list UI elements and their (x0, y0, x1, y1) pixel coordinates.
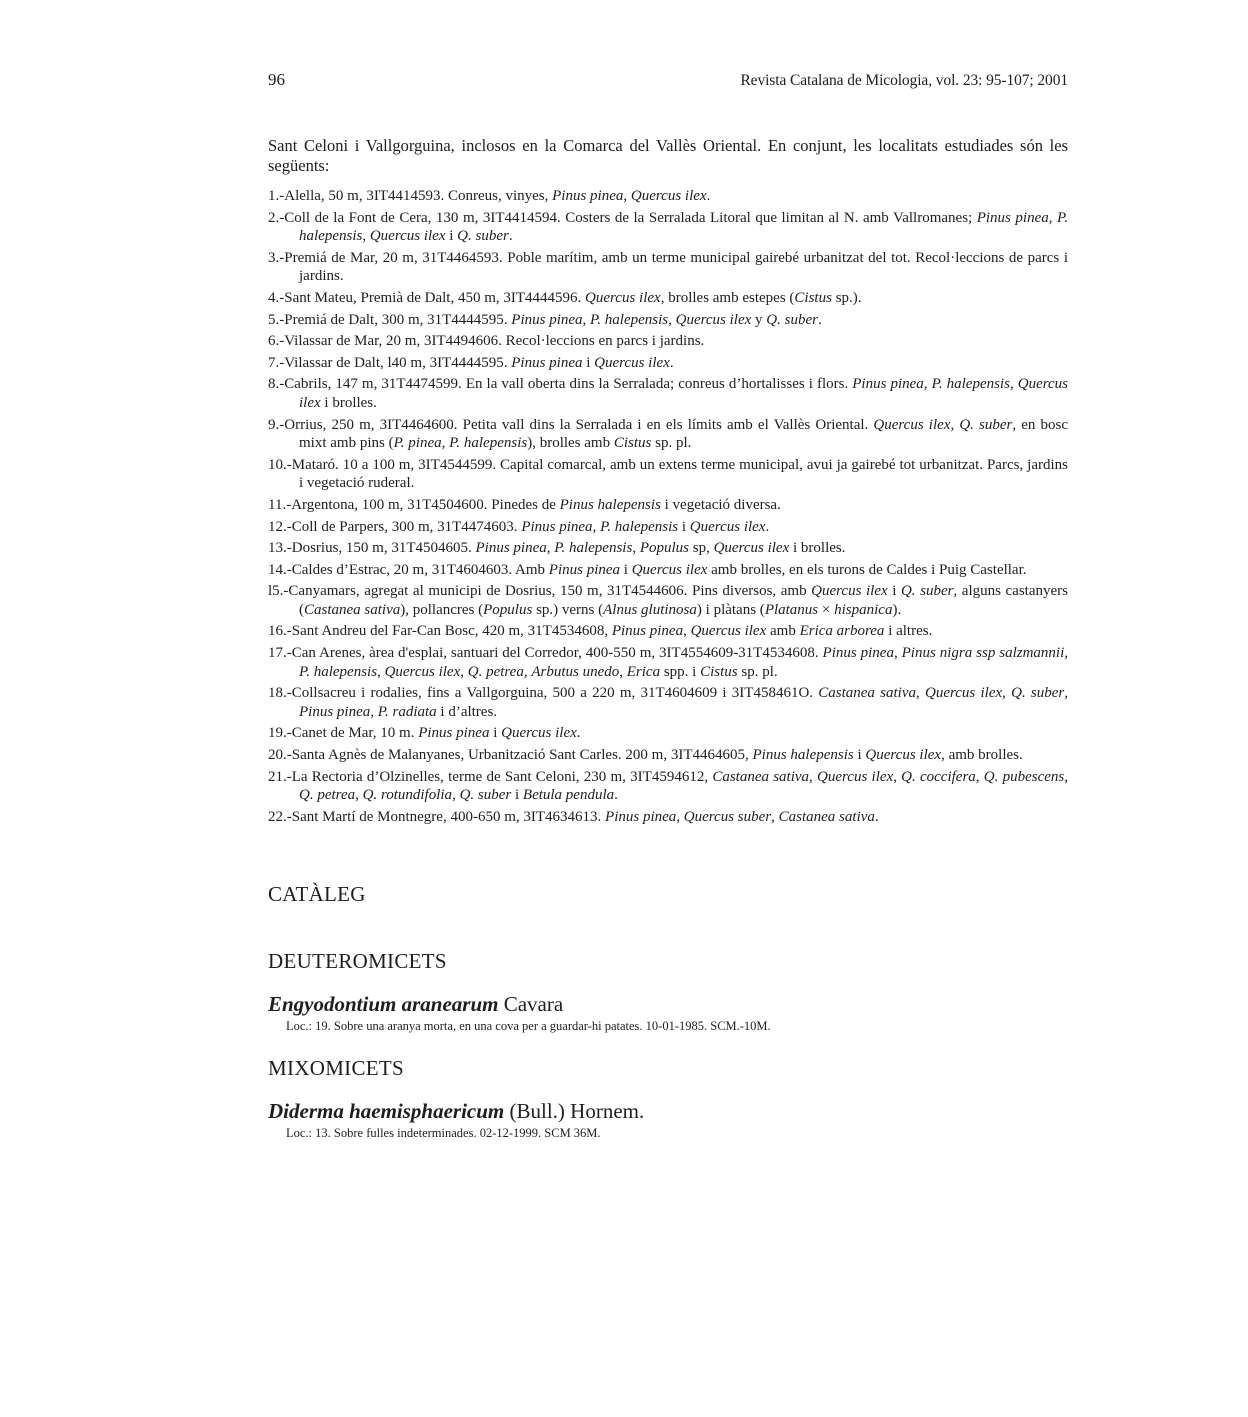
taxon-name: Quercus ilex (501, 725, 577, 742)
locality-item (268, 746, 1068, 765)
locality-text: sp. pl. (737, 663, 778, 680)
locality-text: 21.-La Rectoria d’Olzinelles, terme de Sant Celoni, 230 m, 3IT4594612, (268, 768, 713, 785)
locality-text: i (582, 354, 595, 371)
taxon-name: Pinus pinea (548, 561, 621, 578)
locality-text: spp. i (660, 663, 701, 680)
taxon-name: P. halepensis (299, 209, 1068, 245)
locality-text: i (678, 518, 690, 535)
species-author: Cavara (498, 992, 564, 1017)
locality-item (268, 808, 1068, 827)
locality-item (268, 249, 1068, 286)
locality-text: sp.) verns ( (532, 601, 604, 618)
locality-item (268, 768, 1068, 805)
species-name: Engyodontium aranearum (268, 992, 499, 1017)
locality-text: , (1064, 685, 1069, 702)
locality-text: y (751, 311, 767, 328)
locality-text: 17.-Can Arenes, àrea d'esplai, santuari del Corredor, 400-550 m, 3IT4554609-31T4534608. (268, 645, 823, 662)
taxon-name: Pinus pinea (475, 540, 547, 557)
taxon-name: Cistus (794, 289, 832, 306)
locality-text: 12.-Coll de Parpers, 300 m, 31T4474603. (268, 518, 522, 535)
locality-text: , (362, 228, 370, 245)
species-entry (268, 992, 1068, 1017)
taxon-name: Quercus ilex (299, 376, 1069, 411)
locality-text: . (614, 787, 618, 804)
taxon-name: Q. petrea (299, 787, 356, 804)
locality-text: amb (766, 623, 800, 640)
taxon-name: Quercus ilex (924, 685, 1003, 702)
locality-text: , (893, 768, 902, 785)
locality-text: 20.-Santa Agnès de Malanyanes, Urbanització Sant Carles. 200 m, 3IT4464605, (268, 747, 753, 764)
taxon-name: Pinus halepensis (752, 747, 854, 764)
locality-text: , (377, 663, 385, 680)
locality-text: amb brolles, en els turons de Caldes i Puig Castellar. (707, 561, 1027, 578)
taxon-name: Populus (483, 601, 533, 618)
locality-text: 1.-Alella, 50 m, 3IT4414593. Conreus, vinyes, (268, 188, 553, 204)
taxon-name: Erica (626, 663, 661, 680)
locality-text: 3.-Premiá de Mar, 20 m, 31T4464593. Poble marítim, amb un terme municipal gairebé urbanitzat del tot. Recol·leccions de parcs i jardins. (268, 249, 1068, 285)
locality-text: , (923, 376, 932, 393)
journal-citation: Revista Catalana de Micologia, vol. 23: 95-107; 2001 (740, 72, 1068, 89)
taxon-name: Pinus pinea (611, 623, 684, 640)
locality-text: . (874, 808, 879, 825)
section-deuteromicets (268, 949, 1068, 1034)
taxon-name: Q. suber (900, 583, 954, 600)
locality-text: , (1009, 376, 1018, 393)
taxon-name: Castanea sativa (778, 808, 875, 825)
section-mixomicets (268, 1056, 1068, 1141)
taxon-name: Pinus pinea (976, 209, 1049, 226)
locality-text: , (1064, 645, 1068, 662)
taxon-name: Q. rotundifolia (362, 787, 453, 804)
taxon-name: Pinus pinea (418, 725, 490, 742)
locality-text: sp.). (831, 289, 862, 306)
locality-item (268, 311, 1068, 330)
locality-item (268, 456, 1068, 493)
locality-text: 22.-Sant Martí de Montnegre, 400-650 m, 3IT4634613. (268, 808, 606, 825)
taxon-name: P. pinea (393, 435, 442, 452)
locality-text: , (452, 787, 460, 804)
taxon-name: Quercus ilex (689, 518, 766, 535)
taxon-name: P. radiata (377, 703, 437, 720)
locality-text: 11.-Argentona, 100 m, 31T4504600. Pinedes de (268, 496, 560, 513)
locality-text: , (592, 518, 601, 535)
locality-text: , (1048, 209, 1058, 226)
locality-item (268, 724, 1068, 743)
taxon-name: hispanica (834, 601, 893, 618)
locality-text: , (893, 645, 902, 662)
locality-text: i brolles. (320, 394, 377, 411)
taxon-name: Pinus pinea (552, 188, 624, 204)
locality-text: , (632, 540, 640, 557)
taxon-name: P. halepensis (299, 663, 378, 680)
taxon-name: Pinus pinea (852, 376, 924, 393)
taxon-name: Betula pendula (522, 787, 615, 804)
locality-text: , (1064, 768, 1068, 785)
taxon-name: Cistus (700, 663, 738, 680)
taxon-name: Pinus nigra ssp salzmannii (901, 645, 1065, 662)
locality-text: 5.-Premiá de Dalt, 300 m, 31T4444595. (268, 311, 512, 328)
locality-text: ), brolles amb (527, 435, 614, 452)
taxon-name: Cistus (613, 435, 652, 452)
locality-text: ) i plàtans ( (696, 601, 765, 618)
taxon-name: P. halepensis (554, 540, 633, 557)
locality-text: , (355, 787, 363, 804)
locality-text: . (508, 228, 513, 245)
taxon-name: Quercus ilex (865, 747, 942, 764)
taxon-name: Q. suber (959, 416, 1013, 433)
locality-item (268, 375, 1068, 412)
locality-text: . (576, 725, 581, 742)
locality-item (268, 416, 1068, 453)
locality-text: . (817, 311, 822, 328)
locality-text: , (441, 435, 450, 452)
taxon-name: Q. suber (766, 311, 818, 328)
taxon-name: Alnus glutinosa (603, 601, 697, 618)
taxon-name: P. halepensis (931, 376, 1010, 393)
taxon-name: P. halepensis (600, 518, 679, 535)
locality-text: 19.-Canet de Mar, 10 m. (268, 725, 419, 742)
taxon-name: Castanea sativa (712, 768, 810, 785)
locality-text: i brolles. (789, 540, 846, 557)
taxon-name: Quercus ilex (630, 188, 707, 204)
taxon-name: Quercus ilex (631, 561, 708, 578)
locality-text: × (818, 601, 835, 618)
locality-text: i d’altres. (436, 703, 498, 720)
catalog-heading: CATÀLEG (268, 882, 366, 907)
taxon-name: Pinus pinea (605, 808, 677, 825)
taxon-name: Q. coccifera (901, 768, 976, 785)
locality-text: i (445, 228, 458, 245)
species-author: (Bull.) Hornem. (504, 1099, 645, 1124)
locality-item (268, 622, 1068, 641)
locality-text: 13.-Dosrius, 150 m, 31T4504605. (268, 540, 476, 557)
taxon-name: Erica arborea (799, 623, 885, 640)
taxon-name: Populus (639, 540, 689, 557)
taxon-name: Q. pubescens (983, 768, 1065, 785)
locality-text: , (1002, 685, 1012, 702)
section-heading: DEUTEROMICETS (268, 949, 447, 974)
taxon-name: Quercus ilex (811, 583, 888, 600)
locality-text: sp. pl. (651, 435, 692, 452)
taxon-name: Q. suber (457, 228, 509, 245)
document-page (268, 70, 1068, 1141)
locality-text: 16.-Sant Andreu del Far-Can Bosc, 420 m, 31T4534608, (268, 623, 612, 640)
locality-text: 18.-Collsacreu i rodalies, fins a Vallgorguina, 500 a 220 m, 31T4604609 i 3IT458461O. (268, 685, 819, 702)
locality-text: i (853, 747, 866, 764)
locality-text: . (765, 518, 770, 535)
taxon-name: Pinus pinea (521, 518, 593, 535)
locality-text: , (523, 663, 532, 680)
locality-text: sp, (688, 540, 714, 557)
taxon-name: Quercus suber (683, 808, 772, 825)
taxon-name: P. halepensis (449, 435, 528, 452)
taxon-name: Pinus pinea (511, 354, 583, 371)
taxon-name: Q. suber (459, 787, 512, 804)
locality-text: 2.-Coll de la Font de Cera, 130 m, 3IT4414594. Costers de la Serralada Litoral que limitan al N. amb Vallromanes; (268, 209, 977, 226)
locality-text: i vegetació diversa. (660, 496, 781, 513)
locality-item (268, 496, 1068, 515)
locality-text: 8.-Cabrils, 147 m, 31T4474599. En la vall oberta dins la Serralada; conreus d’hortalisses i flors. (268, 376, 853, 393)
taxon-name: Quercus ilex (369, 228, 446, 245)
taxon-name: P. halepensis (590, 311, 669, 328)
locality-list (268, 187, 1068, 826)
taxon-name: Quercus ilex (817, 768, 894, 785)
locality-text: , brolles amb estepes ( (660, 289, 795, 306)
locality-text: , (916, 685, 925, 702)
locality-text: , (370, 703, 378, 720)
locality-text: , (809, 768, 818, 785)
locality-text: , (683, 623, 691, 640)
locality-item (268, 289, 1068, 308)
locality-text: 10.-Mataró. 10 a 100 m, 3IT4544599. Capital comarcal, amb un extens terme municipal, avui ja gairebé tot urbanitzat. Parcs, jardins i vegetació ruderal. (268, 456, 1068, 492)
taxon-name: Platanus (764, 601, 819, 618)
taxon-name: Q. suber (1011, 685, 1065, 702)
locality-text: i (620, 561, 632, 578)
taxon-name: Pinus pinea (822, 645, 894, 662)
locality-item (268, 187, 1068, 206)
locality-text: , alguns castanyers ( (299, 583, 1068, 618)
locality-text: ). (892, 601, 902, 618)
locality-text: i altres. (884, 623, 933, 640)
locality-text: . (669, 354, 674, 371)
running-header (268, 70, 1068, 100)
taxon-name: Castanea sativa (304, 601, 401, 618)
taxon-name: Q. petrea (467, 663, 524, 680)
taxon-name: Pinus pinea (511, 311, 583, 328)
locality-item (268, 684, 1068, 721)
locality-text: , (676, 808, 684, 825)
locality-text: , en bosc mixt amb pins ( (299, 416, 1069, 452)
locality-item (268, 561, 1068, 580)
species-locality: Loc.: 13. Sobre fulles indeterminades. 02-12-1999. SCM 36M. (286, 1126, 601, 1141)
taxon-name: Quercus ilex (675, 311, 752, 328)
taxon-name: Pinus pinea (299, 703, 371, 720)
locality-text: 7.-Vilassar de Dalt, l40 m, 3IT4444595. (268, 354, 512, 371)
taxon-name: Quercus ilex (594, 354, 670, 371)
locality-text: , (950, 416, 960, 433)
locality-text: , (460, 663, 468, 680)
taxon-name: Quercus ilex (713, 540, 790, 557)
species-locality: Loc.: 19. Sobre una aranya morta, en una cova per a guardar-hi patates. 10-01-1985. SCM.-10M. (286, 1019, 771, 1034)
page-number: 96 (268, 70, 285, 89)
locality-text: 6.-Vilassar de Mar, 20 m, 3IT4494606. Recol·leccions en parcs i jardins. (268, 333, 705, 350)
taxon-name: Quercus ilex (384, 663, 461, 680)
locality-text: , (623, 188, 631, 204)
locality-text: i (511, 787, 523, 804)
locality-text: , (771, 808, 779, 825)
taxon-name: Arbutus unedo (531, 663, 620, 680)
locality-item (268, 354, 1068, 373)
locality-text: i (887, 583, 901, 600)
locality-text: , amb brolles. (941, 747, 1023, 764)
locality-text: , (975, 768, 984, 785)
taxon-name: Quercus ilex (585, 289, 661, 306)
species-name: Diderma haemisphaericum (268, 1099, 505, 1124)
locality-item (268, 518, 1068, 537)
intro-paragraph: Sant Celoni i Vallgorguina, inclosos en la Comarca del Vallès Oriental. En conjunt, les localitats estudiades són les següents: (268, 136, 1068, 175)
locality-text: 4.-Sant Mateu, Premià de Dalt, 450 m, 3IT4444596. (268, 289, 586, 306)
locality-text: 9.-Orrius, 250 m, 3IT4464600. Petita vall dins la Serralada i en els límits amb el Vallès Oriental. (268, 416, 874, 433)
section-heading: MIXOMICETS (268, 1056, 405, 1081)
locality-text: , (668, 311, 676, 328)
locality-text: l5.-Canyamars, agregat al municipi de Dosrius, 150 m, 31T4544606. Pins diversos, amb (268, 583, 812, 600)
locality-item (268, 332, 1068, 351)
locality-text: , (582, 311, 591, 328)
locality-item (268, 582, 1068, 619)
locality-item (268, 644, 1068, 681)
species-entry (268, 1099, 1068, 1124)
locality-text: , (546, 540, 555, 557)
taxon-name: Quercus ilex (690, 623, 767, 640)
taxon-name: Pinus halepensis (559, 496, 661, 513)
locality-text: ), pollancres ( (400, 601, 484, 618)
locality-text: . (706, 188, 711, 204)
taxon-name: Quercus ilex (873, 416, 951, 433)
locality-item (268, 209, 1068, 246)
locality-text: , (619, 663, 627, 680)
locality-text: 14.-Caldes d’Estrac, 20 m, 31T4604603. Amb (268, 561, 549, 578)
locality-item (268, 539, 1068, 558)
taxon-name: Castanea sativa (818, 685, 916, 702)
locality-text: i (489, 725, 502, 742)
